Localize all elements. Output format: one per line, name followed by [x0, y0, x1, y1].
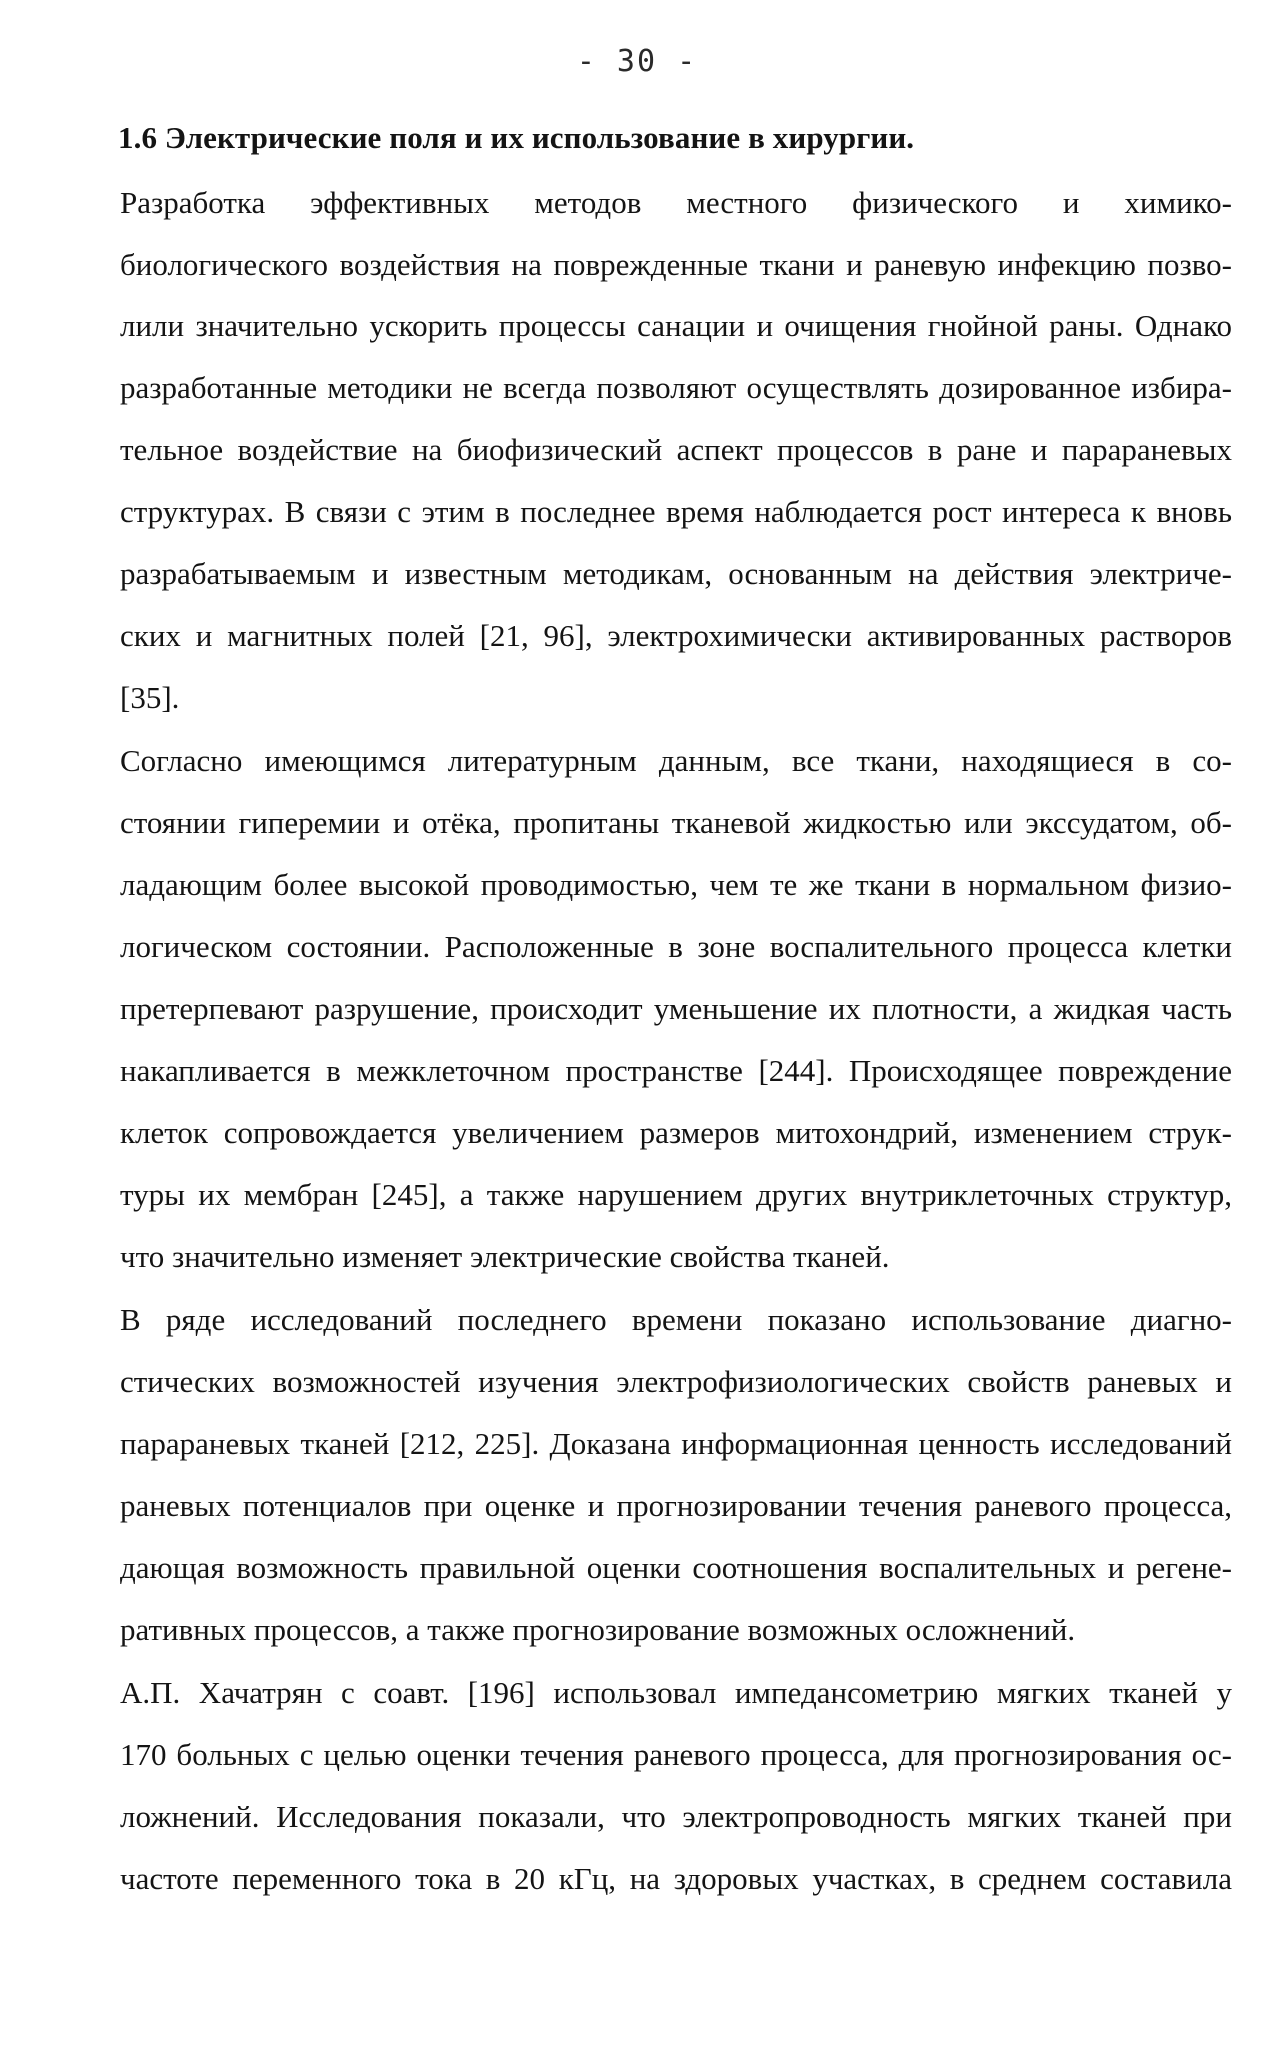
text-line: А.П. Хачатрян с соавт. [196] использовал импедансометрию мягких тканей у [120, 1675, 1232, 1710]
text-line: разрабатываемым и известным методикам, основанным на действия электриче- [120, 556, 1232, 591]
text-line: клеток сопровождается увеличением размеров митохондрий, изменением струк- [120, 1115, 1232, 1150]
text-line: биологического воздействия на поврежденные ткани и раневую инфекцию позво- [120, 247, 1232, 282]
text-line: частоте переменного тока в 20 кГц, на здоровых участках, в среднем составила [120, 1861, 1232, 1896]
text-line: ложнений. Исследования показали, что электропроводность мягких тканей при [120, 1799, 1232, 1834]
text-line: стоянии гиперемии и отёка, пропитаны тканевой жидкостью или экссудатом, об- [120, 805, 1232, 840]
text-line: [35]. [120, 680, 180, 715]
text-line: раневых потенциалов при оценке и прогнозировании течения раневого процесса, [120, 1488, 1232, 1523]
text-line: Разработка эффективных методов местного физического и химико- [120, 185, 1232, 220]
text-line: парараневых тканей [212, 225]. Доказана информационная ценность исследований [120, 1426, 1232, 1461]
text-line: ладающим более высокой проводимостью, чем те же ткани в нормальном физио- [120, 867, 1232, 902]
text-line: ративных процессов, а также прогнозирование возможных осложнений. [120, 1612, 1076, 1647]
text-line: 170 больных с целью оценки течения раневого процесса, для прогнозирования ос- [120, 1737, 1232, 1772]
text-line: туры их мембран [245], а также нарушением других внутриклеточных структур, [120, 1177, 1232, 1212]
text-line: лили значительно ускорить процессы санации и очищения гнойной раны. Однако [120, 308, 1232, 343]
text-line: логическом состоянии. Расположенные в зоне воспалительного процесса клетки [120, 929, 1232, 964]
text-line: что значительно изменяет электрические свойства тканей. [120, 1239, 890, 1274]
text-line: тельное воздействие на биофизический аспект процессов в ране и парараневых [120, 432, 1232, 467]
text-line: дающая возможность правильной оценки соотношения воспалительных и регене- [120, 1550, 1232, 1585]
text-line: претерпевают разрушение, происходит уменьшение их плотности, а жидкая часть [120, 991, 1232, 1026]
page-number: - 30 - [576, 44, 698, 79]
section-heading: 1.6 Электрические поля и их использование в хирургии. [118, 120, 915, 155]
text-line: ских и магнитных полей [21, 96], электрохимически активированных растворов [120, 618, 1232, 653]
text-line: накапливается в межклеточном пространстве [244]. Происходящее повреждение [120, 1053, 1232, 1088]
text-line: Согласно имеющимся литературным данным, все ткани, находящиеся в со- [120, 743, 1232, 778]
text-line: В ряде исследований последнего времени показано использование диагно- [120, 1302, 1232, 1337]
text-line: стических возможностей изучения электрофизиологических свойств раневых и [120, 1364, 1232, 1399]
text-line: разработанные методики не всегда позволяют осуществлять дозированное избира- [120, 370, 1232, 405]
text-line: структурах. В связи с этим в последнее время наблюдается рост интереса к вновь [120, 494, 1232, 529]
